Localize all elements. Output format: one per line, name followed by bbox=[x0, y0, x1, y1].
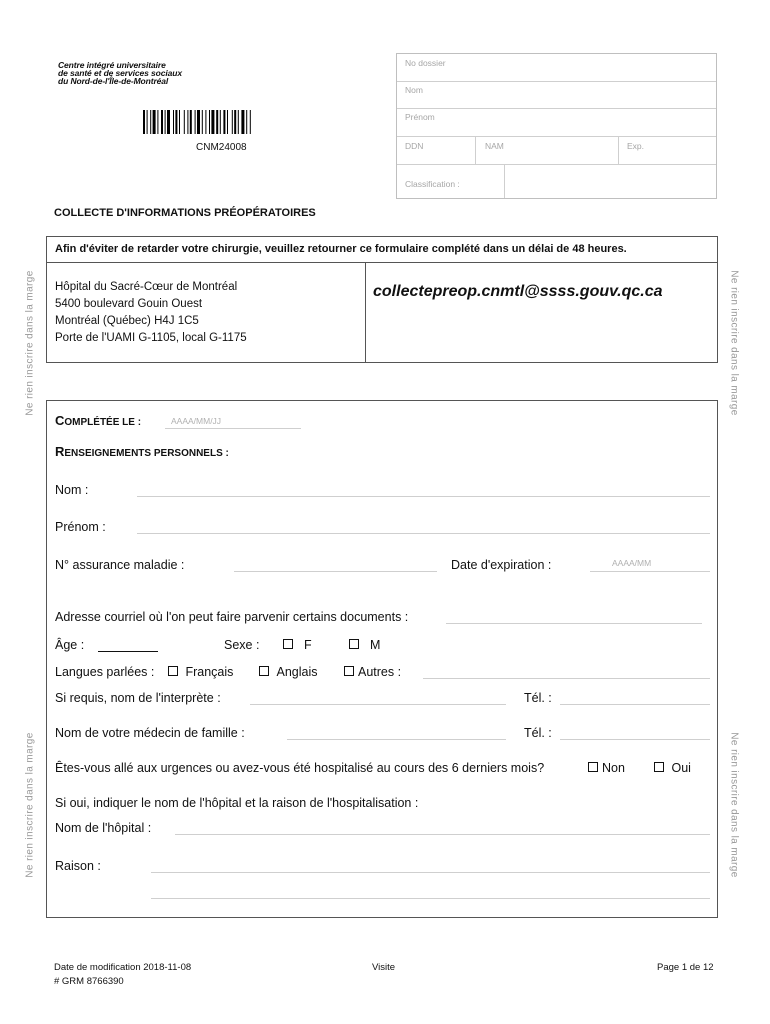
anglais-option[interactable] bbox=[259, 665, 317, 679]
autres-field[interactable] bbox=[423, 678, 710, 679]
margin-note-right-bottom: Ne rien inscrire dans la marge bbox=[728, 732, 740, 878]
barcode-bar bbox=[167, 110, 170, 134]
section-heading bbox=[55, 444, 229, 459]
interprete-tel-label: Tél. : bbox=[524, 691, 552, 705]
barcode-bar bbox=[184, 110, 185, 134]
prenom-label: Prénom : bbox=[55, 520, 106, 534]
oui-text: Oui bbox=[671, 761, 691, 775]
barcode bbox=[143, 110, 303, 134]
institution-line-2: de santé et de services sociaux bbox=[58, 68, 182, 78]
checkbox[interactable] bbox=[344, 666, 354, 676]
sexe-m-option[interactable] bbox=[349, 638, 380, 652]
completed-date-field[interactable] bbox=[165, 428, 301, 429]
margin-note-right-top: Ne rien inscrire dans la marge bbox=[728, 270, 740, 416]
footer-grm: # GRM 8766390 bbox=[54, 976, 124, 987]
id-row-ddn bbox=[397, 136, 716, 165]
barcode-bar bbox=[250, 110, 251, 134]
checkbox[interactable] bbox=[349, 639, 359, 649]
nom-label: Nom : bbox=[55, 483, 89, 497]
footer-date: Date de modification 2018-11-08 bbox=[54, 962, 192, 973]
dossier-label: No dossier bbox=[405, 58, 446, 68]
barcode-text: CNM24008 bbox=[196, 142, 247, 153]
date-exp-placeholder: AAAA/MM bbox=[612, 558, 652, 568]
footer-page: Page 1 de 12 bbox=[657, 962, 714, 973]
barcode-bar bbox=[150, 110, 151, 134]
sexe-f-option[interactable] bbox=[283, 638, 312, 652]
personal-info-form bbox=[46, 400, 718, 918]
completed-date-placeholder: AAAA/MM/JJ bbox=[171, 416, 222, 426]
id-divider bbox=[475, 136, 476, 164]
barcode-bar bbox=[197, 110, 200, 134]
autres-option[interactable] bbox=[344, 665, 401, 679]
classification-label: Classification : bbox=[405, 179, 460, 189]
nam-label[interactable]: NAM bbox=[485, 141, 504, 151]
non-text: Non bbox=[602, 761, 625, 775]
info-divider bbox=[365, 263, 366, 362]
institution-name bbox=[58, 61, 182, 85]
id-row-prenom[interactable] bbox=[397, 108, 716, 137]
age-label: Âge : bbox=[55, 638, 85, 652]
interprete-tel-field[interactable] bbox=[560, 704, 710, 705]
barcode-bar bbox=[179, 110, 180, 134]
assurance-label: N° assurance maladie : bbox=[55, 558, 185, 572]
courriel-label: Adresse courriel où l'on peut faire parvenir certains documents : bbox=[55, 610, 409, 624]
assurance-field[interactable] bbox=[234, 571, 437, 572]
address-line-2: 5400 boulevard Gouin Ouest bbox=[55, 298, 203, 310]
section-initial: R bbox=[55, 444, 65, 459]
margin-note-left-bottom: Ne rien inscrire dans la marge bbox=[24, 732, 36, 878]
langues-label: Langues parlées : bbox=[55, 665, 155, 679]
checkbox[interactable] bbox=[168, 666, 178, 676]
nom-hopital-label: Nom de l'hôpital : bbox=[55, 821, 152, 835]
interprete-label: Si requis, nom de l'interprète : bbox=[55, 691, 221, 705]
barcode-bar bbox=[202, 110, 203, 134]
nom-field[interactable] bbox=[137, 496, 710, 497]
barcode-bar bbox=[165, 110, 166, 134]
nom-hopital-field[interactable] bbox=[175, 834, 710, 835]
age-field[interactable] bbox=[98, 651, 158, 652]
prenom-field[interactable] bbox=[137, 533, 710, 534]
urgences-question: Êtes-vous allé aux urgences ou avez-vous été hospitalisé au cours des 6 derniers mois? bbox=[55, 761, 545, 775]
patient-id-box bbox=[396, 53, 717, 199]
checkbox[interactable] bbox=[588, 762, 598, 772]
address-line-3: Montréal (Québec) H4J 1C5 bbox=[55, 315, 199, 327]
nom-id-label: Nom bbox=[405, 85, 423, 95]
barcode-bar bbox=[153, 110, 156, 134]
footer-modification bbox=[54, 962, 191, 987]
barcode-bar bbox=[220, 110, 221, 134]
barcode-bar bbox=[143, 110, 145, 134]
barcode-bar bbox=[175, 110, 177, 134]
info-box bbox=[46, 236, 718, 363]
autres-text: Autres : bbox=[358, 665, 402, 679]
urgences-non-option[interactable] bbox=[588, 761, 625, 775]
date-exp-field[interactable] bbox=[590, 571, 710, 572]
raison-field-1[interactable] bbox=[151, 872, 710, 873]
barcode-bar bbox=[211, 110, 214, 134]
barcode-bar bbox=[187, 110, 188, 134]
exp-label[interactable]: Exp. bbox=[627, 141, 645, 151]
courriel-field[interactable] bbox=[446, 623, 702, 624]
address-line-1: Hôpital du Sacré-Cœur de Montréal bbox=[55, 281, 238, 293]
id-row-classification[interactable] bbox=[397, 164, 716, 198]
raison-field-2[interactable] bbox=[151, 898, 710, 899]
barcode-bar bbox=[205, 110, 206, 134]
medecin-field[interactable] bbox=[287, 739, 506, 740]
sexe-label: Sexe : bbox=[224, 638, 260, 652]
barcode-bar bbox=[246, 110, 247, 134]
anglais-text: Anglais bbox=[276, 665, 318, 679]
barcode-bar bbox=[234, 110, 236, 134]
notice-text: Afin d'éviter de retarder votre chirurgie, veuillez retourner ce formulaire complété dans un délai de 48 heures. bbox=[47, 237, 717, 263]
barcode-bar bbox=[173, 110, 174, 134]
barcode-bar bbox=[223, 110, 225, 134]
date-exp-label: Date d'expiration : bbox=[451, 558, 552, 572]
margin-note-left-top: Ne rien inscrire dans la marge bbox=[24, 270, 36, 416]
barcode-bar bbox=[216, 110, 218, 134]
barcode-bar bbox=[190, 110, 192, 134]
institution-line-1: Centre intégré universitaire bbox=[58, 60, 166, 70]
id-divider bbox=[504, 164, 505, 198]
francais-text: Français bbox=[185, 665, 234, 679]
interprete-field[interactable] bbox=[250, 704, 506, 705]
form-title: COLLECTE D'INFORMATIONS PRÉOPÉRATOIRES bbox=[54, 207, 316, 219]
medecin-tel-label: Tél. : bbox=[524, 726, 552, 740]
barcode-bar bbox=[157, 110, 158, 134]
sexe-m-text: M bbox=[369, 638, 381, 652]
id-divider bbox=[618, 136, 619, 164]
urgences-oui-option[interactable] bbox=[654, 761, 691, 775]
sexe-f-text: F bbox=[303, 638, 312, 652]
raison-label: Raison : bbox=[55, 859, 101, 873]
contact-email[interactable]: collectepreop.cnmtl@ssss.gouv.qc.ca bbox=[373, 283, 663, 300]
completed-rest: OMPLÉTÉE LE : bbox=[64, 417, 142, 428]
hospital-address bbox=[55, 279, 247, 347]
completed-initial: C bbox=[55, 413, 65, 428]
ddn-label[interactable]: DDN bbox=[405, 141, 424, 151]
barcode-bar bbox=[232, 110, 233, 134]
barcode-bar bbox=[227, 110, 228, 134]
barcode-bar bbox=[238, 110, 239, 134]
medecin-label: Nom de votre médecin de famille : bbox=[55, 726, 245, 740]
institution-line-3: du Nord-de-l'Île-de-Montréal bbox=[58, 76, 169, 86]
address-line-4: Porte de l'UAMI G-1105, local G-1175 bbox=[55, 332, 247, 344]
completed-date-label bbox=[55, 413, 141, 428]
barcode-bar bbox=[147, 110, 148, 134]
si-oui-label: Si oui, indiquer le nom de l'hôpital et la raison de l'hospitalisation : bbox=[55, 796, 419, 810]
checkbox[interactable] bbox=[654, 762, 664, 772]
barcode-bar bbox=[161, 110, 163, 134]
id-row-nom[interactable] bbox=[397, 81, 716, 109]
id-row-dossier[interactable] bbox=[397, 54, 716, 82]
prenom-id-label: Prénom bbox=[405, 112, 435, 122]
barcode-bar bbox=[241, 110, 244, 134]
barcode-bar bbox=[195, 110, 196, 134]
footer-visite: Visite bbox=[372, 962, 396, 973]
barcode-bar bbox=[209, 110, 210, 134]
francais-option[interactable] bbox=[168, 665, 233, 679]
checkbox[interactable] bbox=[283, 639, 293, 649]
checkbox[interactable] bbox=[259, 666, 269, 676]
section-rest: ENSEIGNEMENTS PERSONNELS : bbox=[64, 448, 229, 459]
medecin-tel-field[interactable] bbox=[560, 739, 710, 740]
